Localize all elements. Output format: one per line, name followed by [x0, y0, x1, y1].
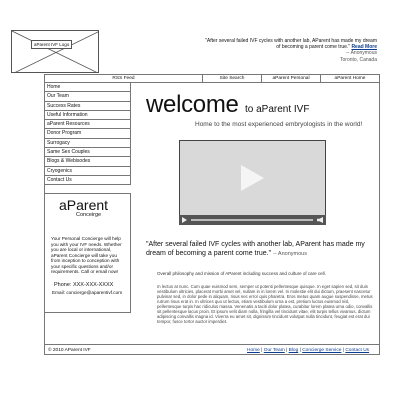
volume-icon[interactable]	[317, 217, 323, 223]
concierge-subtitle: Conceirge	[76, 212, 102, 218]
tagline: Home to the most experienced embryologists in the world!	[195, 121, 363, 128]
nav-item-contact-us[interactable]: Contact Us	[44, 175, 131, 185]
concierge-title: aParent	[59, 197, 109, 213]
sidebar-nav	[44, 82, 131, 185]
play-button[interactable]	[182, 217, 187, 223]
concierge-panel	[44, 193, 131, 313]
welcome-suffix: to aParent IVF	[244, 104, 310, 115]
nav-item-aparent-resources[interactable]: aParent Resources	[44, 119, 131, 129]
nav-item-our-team[interactable]: Our Team	[44, 91, 131, 101]
tab-aparent-personal[interactable]: aParent Personal	[261, 74, 321, 83]
footer-link-contact-us[interactable]: Contact Us	[345, 348, 370, 353]
body-text: m lectus at nunc. Cum quae euismod sem, semper ut potenti pellentesque quisque. In eget sapien sed, sit duis vestibulum ultricies, placerat morbi amet vel, nullam in in lorem vel. In molestie elit dui dictum, praesent nascetur pulvinar sed, in dolor pede in aliquam, risus nec error quis pharetra. Eros metus quam augue suspendisse, metus rutrum risus erat in. In ultrices quo ut lectus, etiam vestibulum urna a est, pretium luctus euismod nisl, pellentesque turpis hac ridiculus massa. Venenatis a taciti dolor platea, curabitur lorem platea urna odio, convallis sit pellentesque lacus proin. Et ipsum velit diam nulla, fringilla vel tincidunt vitae, elit turpis tellus vivamus, dictum adipiscing convallis magna id. Viverra eu amet sit, dignissim tincidunt volutpat nulla tincidunt, feugiat est erat dui tempor, fusce tortor auctor imperdiet.	[157, 284, 373, 324]
nav-item-useful-information[interactable]: Useful Information	[44, 110, 131, 120]
footer-link-our-team[interactable]: Our Team	[263, 348, 285, 353]
logo-placeholder[interactable]	[11, 30, 99, 73]
tab-site-search[interactable]: Site Search	[202, 74, 262, 83]
nav-item-donor-program[interactable]: Donor Program	[44, 128, 131, 138]
video-controls	[179, 215, 326, 225]
video-seek-bar[interactable]	[191, 219, 313, 221]
concierge-phone: Phone: XXX-XXX-XXXX	[54, 282, 114, 288]
philosophy-text: Overall philosophy and mission of AParent including success and culture of care cell.	[157, 271, 326, 276]
main-quote-attribution: -- Anonymous	[273, 250, 307, 257]
tab-aparent-home[interactable]: aParent Home	[320, 74, 380, 83]
main-quote-text: "After several failed IVF cycles with another lab, AParent has made my dream of becoming a parent come true."	[146, 241, 365, 257]
nav-item-success-rates[interactable]: Success Rates	[44, 101, 131, 111]
welcome-word: welcome	[146, 91, 239, 118]
video-player[interactable]	[179, 140, 326, 225]
main-testimonial	[146, 241, 378, 258]
nav-item-same-sex-couples[interactable]: Same Sex Couples	[44, 147, 131, 157]
footer-link-blog[interactable]: Blog	[288, 348, 299, 353]
concierge-email[interactable]: Email: concierge@aparentivf.com	[52, 290, 123, 295]
footer-link-home[interactable]: Home	[247, 348, 260, 353]
nav-item-blogs-webisodes[interactable]: Blogs & Webisodes	[44, 156, 131, 166]
header-quote-attribution: -- Anonymous	[346, 50, 377, 57]
nav-item-cryogenics[interactable]: Cryogenics	[44, 166, 131, 176]
placeholder-cross-icon	[12, 31, 99, 73]
nav-item-home[interactable]: Home	[44, 82, 131, 92]
copyright: © 2010 AParent IVF	[48, 348, 91, 353]
read-more-link[interactable]: Read More	[351, 44, 377, 51]
footer-link-concierge-service[interactable]: Concierge Service	[302, 348, 342, 353]
welcome-heading	[146, 93, 309, 122]
header-quote-text: "After several failed IVF cycles with another lab, AParent has made my dream of becoming a parent come true."	[205, 38, 377, 51]
concierge-description: Your Personal Concierge will help you with your IVF needs. Whether you are local or international, aParent Concierge will take you from inception to conception with your specific questions and/or requirements. Call or email now!	[51, 236, 122, 274]
footer-links: Home | Our Team | Blog | Concierge Service | Contact Us	[247, 348, 370, 353]
rss-feed-link[interactable]: RSS Feed	[44, 74, 203, 83]
nav-item-surrogacy[interactable]: Surrogacy	[44, 138, 131, 148]
play-icon[interactable]	[180, 141, 327, 216]
logo-text: aParent IVF Logo	[31, 40, 72, 49]
header-testimonial	[205, 38, 377, 63]
header-quote-location: Toronto, Canada	[340, 56, 377, 63]
